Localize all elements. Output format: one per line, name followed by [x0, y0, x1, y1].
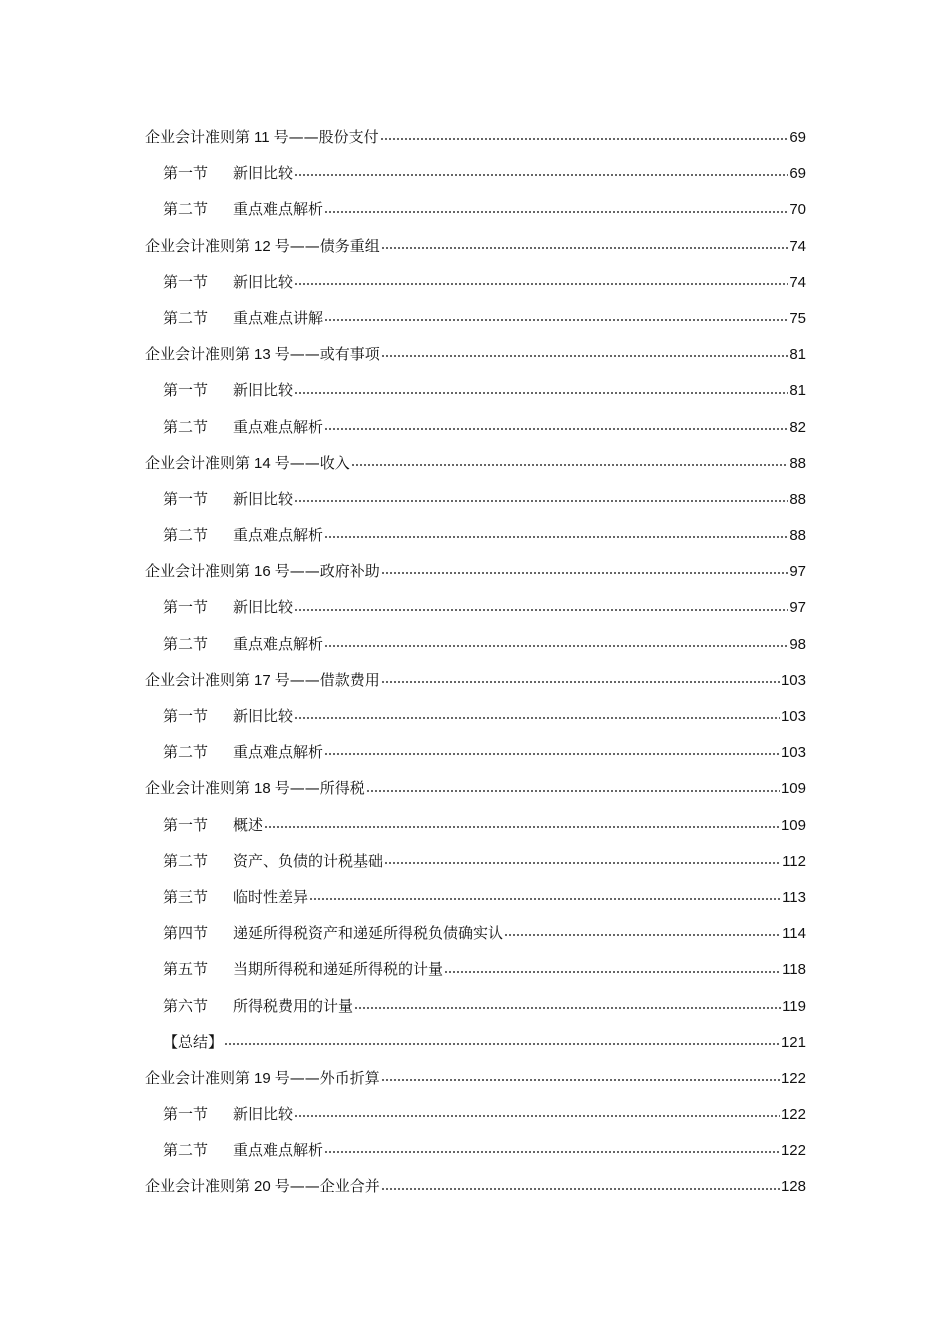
- toc-chapter-prefix: 企业会计准则第: [145, 453, 251, 472]
- dot-leader: [381, 355, 789, 357]
- dot-leader: [294, 500, 788, 502]
- dot-leader: [324, 753, 780, 755]
- dot-leader: [504, 934, 781, 936]
- dot-leader: [384, 862, 781, 864]
- toc-section-title: 新旧比较: [233, 272, 294, 291]
- toc-page-number: 74: [789, 273, 806, 291]
- toc-section-number: 第一节: [163, 707, 209, 725]
- toc-section-title: 临时性差异: [233, 887, 309, 906]
- toc-section-entry[interactable]: [145, 1024, 806, 1060]
- dot-leader: [324, 211, 788, 213]
- toc-chapter-number: 14: [254, 454, 271, 472]
- toc-section-number: 第一节: [163, 815, 209, 834]
- toc-page-number: 75: [789, 309, 806, 327]
- toc-section-number: 第一节: [163, 381, 209, 400]
- toc-chapter-entry[interactable]: [145, 1060, 806, 1096]
- toc-chapter-entry[interactable]: [145, 770, 806, 806]
- toc-chapter-title: 号——政府补助: [274, 562, 380, 581]
- toc-section-number: 第二节: [163, 1141, 209, 1160]
- toc-page-number: 69: [789, 165, 806, 183]
- toc-section-entry[interactable]: [145, 626, 806, 662]
- dot-leader: [381, 1188, 780, 1190]
- toc-chapter-number: 20: [254, 1178, 271, 1196]
- toc-section-entry[interactable]: [145, 409, 806, 445]
- toc-chapter-prefix: 企业会计准则第: [145, 562, 251, 581]
- toc-section-title: 资产、负债的计税基础: [233, 851, 384, 870]
- toc-section-title: 新旧比较: [233, 489, 294, 508]
- toc-section-entry[interactable]: [145, 264, 806, 300]
- toc-page-number: 119: [782, 997, 806, 1015]
- table-of-contents: [145, 119, 806, 1205]
- toc-chapter-title: 号——外币折算: [274, 1068, 380, 1087]
- toc-chapter-number: 17: [254, 671, 271, 689]
- toc-chapter-prefix: 企业会计准则第: [145, 128, 251, 146]
- toc-page-number: 122: [780, 1142, 806, 1160]
- toc-chapter-prefix: 企业会计准则第: [145, 779, 251, 798]
- dot-leader: [294, 717, 780, 719]
- dot-leader: [380, 138, 789, 140]
- toc-page-number: 103: [780, 671, 806, 689]
- toc-section-entry[interactable]: [145, 300, 806, 336]
- toc-section-number: 第一节: [163, 272, 209, 291]
- toc-chapter-entry[interactable]: [145, 336, 806, 372]
- toc-page-number: 109: [780, 816, 806, 834]
- toc-section-entry[interactable]: [145, 734, 806, 770]
- toc-section-entry[interactable]: [145, 988, 806, 1024]
- toc-chapter-entry[interactable]: [145, 1168, 806, 1204]
- toc-chapter-entry[interactable]: [145, 119, 806, 155]
- toc-chapter-number: 16: [254, 563, 271, 581]
- toc-page-number: 112: [782, 852, 806, 870]
- toc-page-number: 88: [789, 527, 806, 545]
- toc-page-number: 97: [789, 599, 806, 617]
- dot-leader: [354, 1007, 781, 1009]
- dot-leader: [381, 681, 780, 683]
- toc-chapter-title: 号——股份支付: [273, 128, 379, 146]
- toc-section-entry[interactable]: [145, 191, 806, 227]
- toc-section-entry[interactable]: [145, 879, 806, 915]
- toc-chapter-number: 18: [254, 780, 271, 798]
- toc-page-number: 103: [780, 744, 806, 762]
- dot-leader: [224, 1043, 780, 1045]
- toc-chapter-prefix: 企业会计准则第: [145, 236, 251, 255]
- toc-section-number: 第六节: [163, 996, 209, 1015]
- dot-leader: [324, 536, 788, 538]
- toc-section-number: 第一节: [163, 1105, 209, 1124]
- toc-chapter-entry[interactable]: [145, 553, 806, 589]
- toc-section-number: 第二节: [163, 526, 209, 545]
- toc-page-number: 69: [789, 129, 806, 146]
- toc-chapter-prefix: 企业会计准则第: [145, 345, 251, 364]
- toc-page-number: 88: [789, 490, 806, 508]
- toc-section-title: 重点难点解析: [233, 743, 324, 762]
- toc-page-number: 103: [780, 708, 806, 725]
- toc-section-number: 第三节: [163, 887, 209, 906]
- toc-chapter-title: 号——或有事项: [274, 345, 380, 364]
- toc-chapter-prefix: 企业会计准则第: [145, 1068, 251, 1087]
- toc-section-entry[interactable]: [145, 517, 806, 553]
- dot-leader: [324, 319, 788, 321]
- toc-section-title: 所得税费用的计量: [233, 996, 354, 1015]
- dot-leader: [264, 826, 780, 828]
- toc-chapter-number: 19: [254, 1069, 271, 1087]
- toc-section-title: 重点难点解析: [233, 1141, 324, 1160]
- toc-section-number: 第一节: [163, 164, 209, 183]
- dot-leader: [309, 898, 781, 900]
- toc-page-number: 109: [780, 780, 806, 798]
- toc-chapter-prefix: 企业会计准则第: [145, 670, 251, 689]
- toc-section-entry[interactable]: [145, 1096, 806, 1132]
- toc-section-number: 第二节: [163, 308, 209, 327]
- toc-chapter-number: 11: [254, 129, 270, 146]
- toc-page-number: 114: [782, 925, 806, 943]
- dot-leader: [381, 572, 789, 574]
- toc-section-title: 新旧比较: [233, 1105, 294, 1124]
- toc-section-number: 第一节: [163, 598, 209, 617]
- toc-section-number: 第二节: [163, 743, 209, 762]
- toc-section-number: 第一节: [163, 489, 209, 508]
- dot-leader: [324, 645, 788, 647]
- toc-section-title: 新旧比较: [233, 381, 294, 400]
- dot-leader: [294, 1115, 780, 1117]
- toc-section-number: 第二节: [163, 200, 209, 219]
- toc-section-number: 第二节: [163, 851, 209, 870]
- dot-leader: [366, 790, 780, 792]
- toc-chapter-title: 号——收入: [274, 453, 350, 472]
- dot-leader: [351, 464, 789, 466]
- toc-chapter-title: 号——企业合并: [274, 1177, 380, 1196]
- toc-section-title: 当期所得税和递延所得税的计量: [233, 960, 444, 979]
- toc-section-entry[interactable]: [145, 1132, 806, 1168]
- toc-section-number: 第四节: [163, 924, 209, 943]
- toc-chapter-number: 12: [254, 237, 271, 255]
- toc-section-number: 第五节: [163, 960, 209, 979]
- toc-page-number: 70: [789, 201, 806, 219]
- toc-section-entry[interactable]: [145, 372, 806, 408]
- dot-leader: [294, 609, 788, 611]
- toc-section-title: 重点难点解析: [233, 634, 324, 653]
- dot-leader: [324, 428, 788, 430]
- dot-leader: [294, 392, 788, 394]
- toc-section-title: 重点难点解析: [233, 417, 324, 436]
- toc-section-entry[interactable]: [145, 589, 806, 625]
- toc-page-number: 122: [780, 1069, 806, 1087]
- toc-page-number: 121: [780, 1033, 806, 1051]
- toc-page-number: 118: [782, 961, 806, 979]
- toc-page-number: 122: [780, 1106, 806, 1124]
- dot-leader: [294, 174, 788, 176]
- toc-section-title: 递延所得税资产和递延所得税负债确实认: [233, 924, 504, 943]
- toc-page-number: 81: [789, 382, 806, 400]
- toc-page-number: 128: [780, 1178, 806, 1196]
- toc-page-number: 113: [782, 888, 806, 906]
- toc-section-title: 重点难点解析: [233, 200, 324, 219]
- toc-page-number: 97: [789, 563, 806, 581]
- toc-section-title: 重点难点讲解: [233, 308, 324, 327]
- toc-page-number: 81: [789, 346, 806, 364]
- toc-section-title: 新旧比较: [233, 707, 294, 725]
- toc-section-entry[interactable]: [145, 915, 806, 951]
- toc-section-title: 【总结】: [163, 1032, 224, 1051]
- toc-chapter-entry[interactable]: [145, 228, 806, 264]
- dot-leader: [324, 1151, 780, 1153]
- toc-section-entry[interactable]: [145, 807, 806, 843]
- toc-section-title: 重点难点解析: [233, 526, 324, 545]
- dot-leader: [381, 247, 789, 249]
- toc-section-entry[interactable]: [145, 481, 806, 517]
- toc-chapter-prefix: 企业会计准则第: [145, 1177, 251, 1196]
- dot-leader: [444, 971, 781, 973]
- toc-section-number: 第二节: [163, 417, 209, 436]
- toc-section-entry[interactable]: [145, 155, 806, 191]
- toc-page-number: 82: [789, 418, 806, 436]
- toc-section-title: 新旧比较: [233, 598, 294, 617]
- dot-leader: [294, 283, 788, 285]
- toc-chapter-entry[interactable]: [145, 662, 806, 698]
- toc-chapter-number: 13: [254, 346, 271, 364]
- toc-section-entry[interactable]: [145, 951, 806, 987]
- toc-page-number: 98: [789, 635, 806, 653]
- toc-page-number: 88: [789, 454, 806, 472]
- toc-section-title: 概述: [233, 815, 264, 834]
- toc-section-title: 新旧比较: [233, 164, 294, 183]
- toc-chapter-title: 号——借款费用: [274, 670, 380, 689]
- toc-section-entry[interactable]: [145, 843, 806, 879]
- toc-section-entry[interactable]: [145, 698, 806, 734]
- dot-leader: [381, 1079, 780, 1081]
- toc-chapter-title: 号——债务重组: [274, 236, 380, 255]
- toc-section-number: 第二节: [163, 634, 209, 653]
- toc-chapter-entry[interactable]: [145, 445, 806, 481]
- toc-page-number: 74: [789, 237, 806, 255]
- toc-chapter-title: 号——所得税: [274, 779, 365, 798]
